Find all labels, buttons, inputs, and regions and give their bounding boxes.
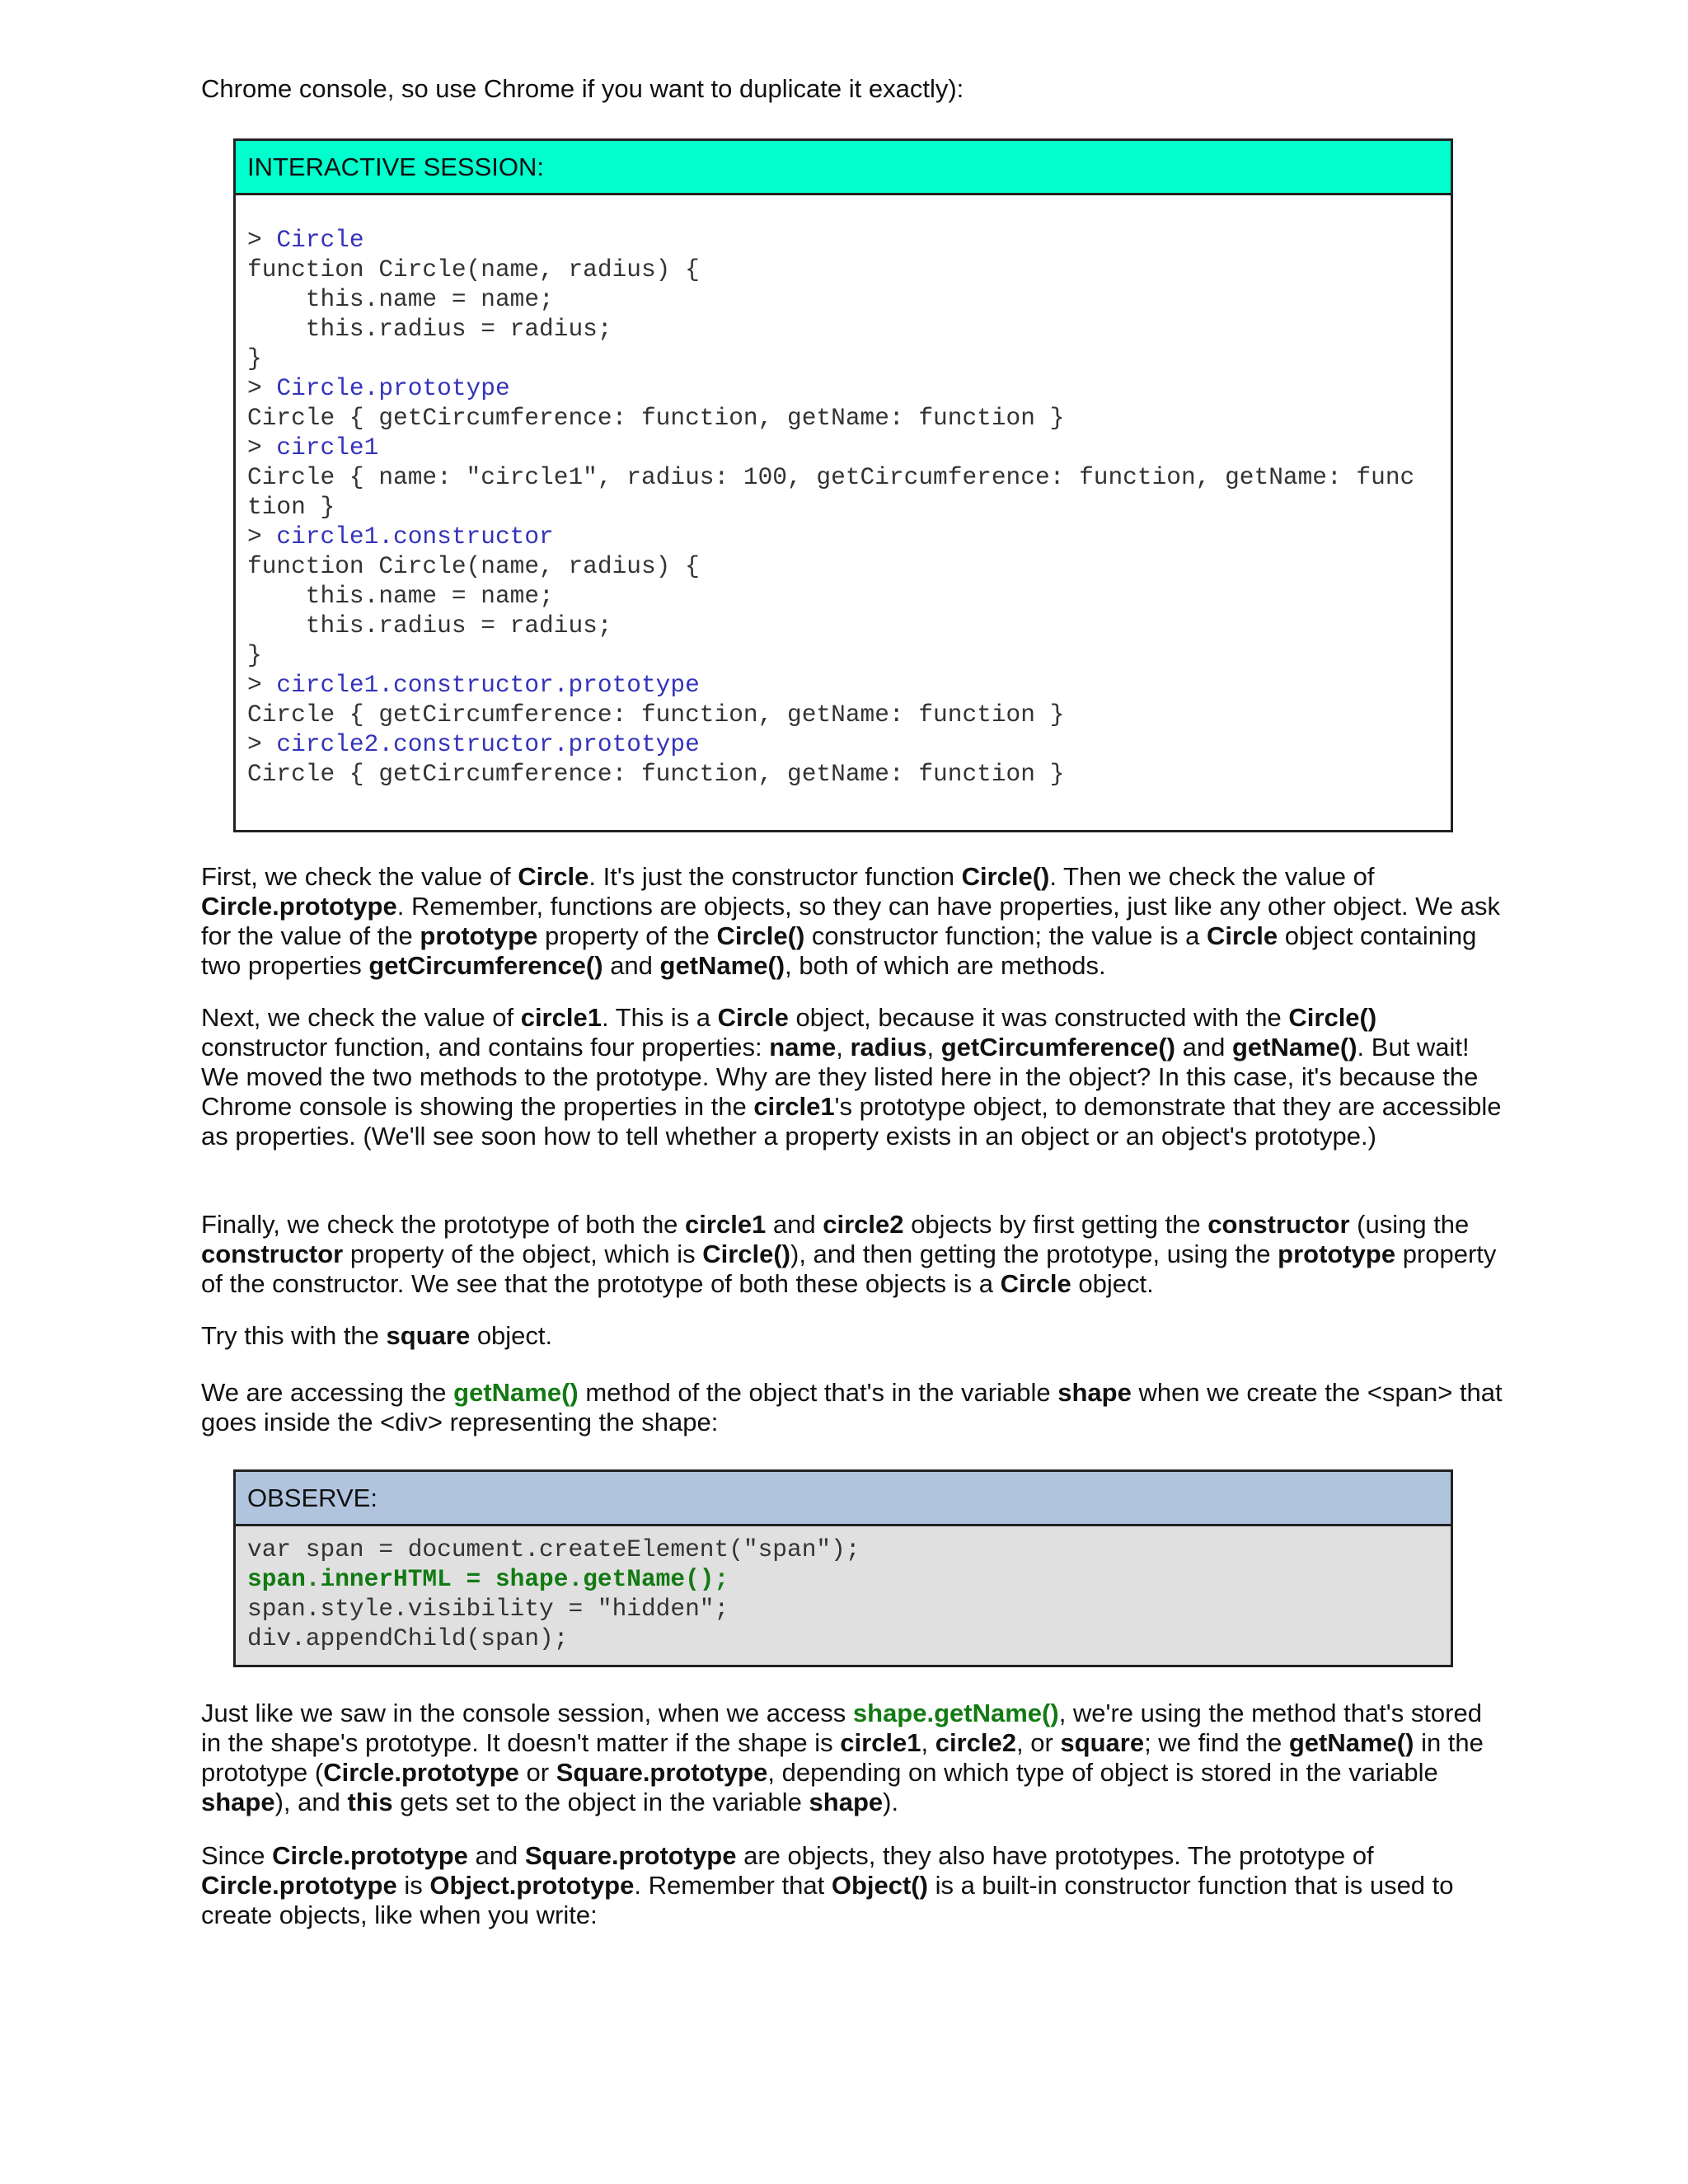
console-output-line: this.radius = radius;	[247, 315, 612, 343]
observe-box	[233, 1469, 1453, 1667]
console-input-line	[247, 670, 1439, 700]
paragraph-shape-getname: Just like we saw in the console session, when we access shape.getName(), we're using the method that's stored in the shape's prototype. It doesn't matter if the shape is circle1, circle2, or square; we find the getName() in the prototype (Circle.prototype or Square.prototype, depending on which type of object is stored in the variable shape), and this gets set to the object in the variable shape).	[201, 1699, 1484, 1816]
bold-term: circle1	[685, 1210, 767, 1239]
intro-text: Chrome console, so use Chrome if you want to duplicate it exactly):	[201, 74, 964, 103]
paragraph-getname-access: We are accessing the getName() method of the object that's in the variable shape when we create the <span> that goes inside the <div> representing the shape:	[201, 1378, 1503, 1436]
code-line: div.appendChild(span);	[247, 1624, 569, 1652]
bold-term: Square.prototype	[524, 1841, 737, 1870]
bold-term: getName()	[1288, 1728, 1414, 1757]
bold-term: getName()	[659, 951, 785, 980]
bold-term: Object.prototype	[429, 1871, 635, 1900]
bold-term: Circle	[1000, 1269, 1071, 1298]
console-output-line: function Circle(name, radius) {	[247, 255, 700, 284]
bold-term: prototype	[1278, 1240, 1396, 1268]
code-highlight: getName()	[453, 1378, 579, 1407]
bold-term: Circle()	[961, 862, 1050, 891]
bold-term: Circle	[1206, 921, 1278, 950]
console-output-line: }	[247, 641, 262, 669]
bold-term: Circle.prototype	[201, 1871, 397, 1900]
bold-term: Circle	[518, 862, 589, 891]
bold-term: getName()	[1231, 1033, 1357, 1062]
bold-term: Circle.prototype	[272, 1841, 468, 1870]
bold-term: getCircumference()	[368, 951, 603, 980]
console-prompt: >	[247, 730, 277, 758]
console-command: circle1	[276, 434, 379, 462]
console-output-line: function Circle(name, radius) {	[247, 552, 700, 580]
code-line: var span = document.createElement("span");	[247, 1535, 860, 1563]
console-output-line: this.name = name;	[247, 582, 554, 610]
bold-term: Object()	[831, 1871, 928, 1900]
bold-term: constructor	[1207, 1210, 1350, 1239]
bold-term: shape	[809, 1788, 884, 1816]
bold-term: square	[386, 1321, 471, 1350]
bold-term: Circle()	[702, 1240, 790, 1268]
bold-term: circle2	[935, 1728, 1016, 1757]
console-output-line: Circle { getCircumference: function, getName: function }	[247, 404, 1065, 432]
console-input-line	[247, 729, 1439, 759]
bold-term: circle1	[840, 1728, 921, 1757]
bold-term: shape	[201, 1788, 275, 1816]
console-output-line: tion }	[247, 493, 335, 521]
bold-term: Circle.prototype	[323, 1758, 519, 1787]
console-input-line	[247, 225, 1439, 255]
console-output-line: }	[247, 344, 262, 373]
console-output-line: Circle { getCircumference: function, getName: function }	[247, 760, 1065, 788]
console-command: circle2.constructor.prototype	[276, 730, 700, 758]
console-command: circle1.constructor	[276, 523, 554, 551]
paragraph-circle-prototype: First, we check the value of Circle. It's just the constructor function Circle(). Then we check the value of Circle.prototype. Remember, functions are objects, so they can have properties, just like any other object. We ask for the value of the prototype property of the Circle() constructor function; the value is a Circle object containing two properties getCircumference() and getName(), both of which are methods.	[201, 862, 1500, 980]
interactive-session-code	[236, 136, 1451, 789]
console-input-line	[247, 522, 1439, 551]
console-command: Circle.prototype	[276, 374, 510, 402]
console-command: circle1.constructor.prototype	[276, 671, 700, 699]
observe-title: OBSERVE:	[236, 1472, 1451, 1526]
bold-term: Circle()	[716, 921, 805, 950]
paragraph-constructor-prototype: Finally, we check the prototype of both the circle1 and circle2 objects by first getting the constructor (using the constructor property of the object, which is Circle()), and then getting the prototype, using the prototype property of the constructor. We see that the prototype of both these objects is a Circle object.	[201, 1210, 1497, 1298]
bold-term: Square.prototype	[556, 1758, 768, 1787]
console-input-line	[247, 373, 1439, 403]
code-line: span.style.visibility = "hidden";	[247, 1595, 729, 1623]
bold-term: circle2	[823, 1210, 904, 1239]
bold-term: prototype	[420, 921, 538, 950]
paragraph-try-square: Try this with the square object.	[201, 1321, 553, 1350]
paragraph-object-prototype: Since Circle.prototype and Square.prototype are objects, they also have prototypes. The prototype of Circle.prototype is Object.prototype. Remember that Object() is a built-in constructor function that is used to create objects, like when you write:	[201, 1841, 1454, 1929]
bold-term: shape	[1057, 1378, 1132, 1407]
bold-term: Circle.prototype	[201, 892, 397, 921]
bold-term: Circle()	[1288, 1003, 1377, 1032]
highlighted-code-line: span.innerHTML = shape.getName();	[247, 1565, 729, 1593]
console-output-line: this.radius = radius;	[247, 612, 612, 640]
bold-term: radius	[850, 1033, 927, 1062]
bold-term: circle1	[753, 1092, 835, 1121]
code-highlight: shape.getName()	[852, 1699, 1059, 1727]
observe-code	[236, 1526, 1451, 1653]
bold-term: Circle	[717, 1003, 789, 1032]
console-output-line: Circle { getCircumference: function, getName: function }	[247, 701, 1065, 729]
console-command: Circle	[276, 226, 364, 254]
console-output-line: this.name = name;	[247, 285, 554, 313]
console-prompt: >	[247, 671, 277, 699]
console-input-line	[247, 433, 1439, 462]
console-prompt: >	[247, 226, 277, 254]
bold-term: square	[1060, 1728, 1145, 1757]
interactive-session-box	[233, 138, 1453, 832]
paragraph-circle1-object: Next, we check the value of circle1. This is a Circle object, because it was constructed with the Circle() constructor function, and contains four properties: name, radius, getCircumference() and getName(). But wait! We moved the two methods to the prototype. Why are they listed here in the object? In this case, it's because the Chrome console is showing the properties in the circle1's prototype object, to demonstrate that they are accessible as properties. (We'll see soon how to tell whether a property exists in an object or an object's prototype.)	[201, 1003, 1502, 1151]
bold-term: name	[769, 1033, 837, 1062]
console-prompt: >	[247, 374, 277, 402]
interactive-session-title: INTERACTIVE SESSION:	[236, 141, 1451, 195]
bold-term: circle1	[520, 1003, 602, 1032]
console-output-line: Circle { name: "circle1", radius: 100, getCircumference: function, getName: func	[247, 463, 1415, 491]
console-prompt: >	[247, 523, 277, 551]
bold-term: constructor	[201, 1240, 344, 1268]
bold-term: getCircumference()	[940, 1033, 1175, 1062]
bold-term: this	[347, 1788, 393, 1816]
console-prompt: >	[247, 434, 277, 462]
